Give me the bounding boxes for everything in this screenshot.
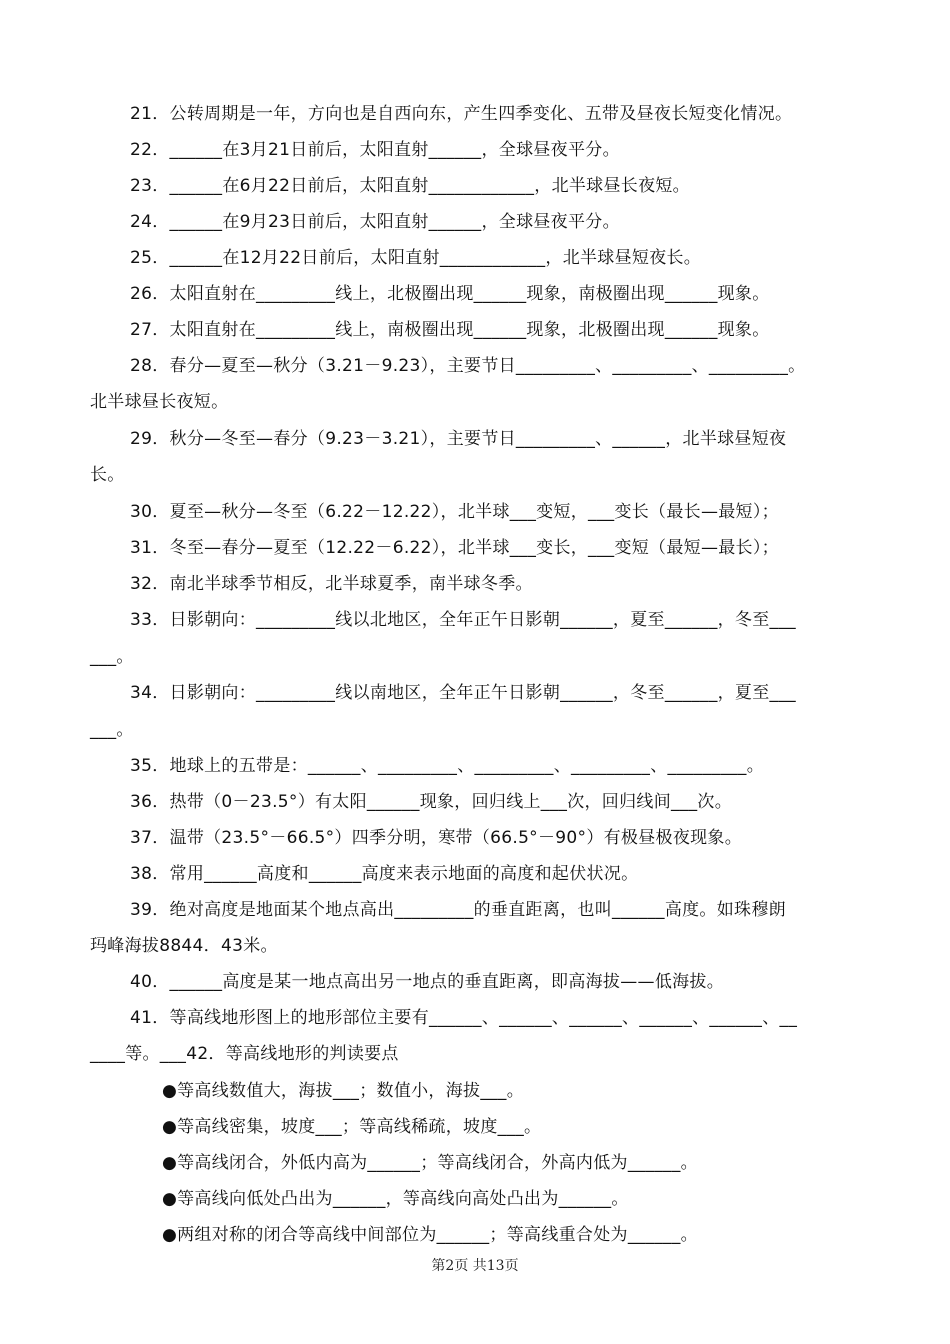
item-38: 38．常用______高度和______高度来表示地面的高度和起伏状况。 <box>130 864 639 884</box>
bullet-altitude: ●等高线数值大，海拔___；数值小，海拔___。 <box>162 1081 525 1101</box>
item-40: 40．______高度是某一地点高出另一地点的垂直距离，即高海拔——低海拔。 <box>130 972 725 992</box>
item-34-continued: ___。 <box>90 720 134 740</box>
bullet-convex-contours: ●等高线向低处凸出为______，等高线向高处凸出为______。 <box>162 1189 629 1209</box>
item-21: 21．公转周期是一年，方向也是自西向东，产生四季变化、五带及昼夜长短变化情况。 <box>130 104 793 124</box>
item-30: 30．夏至—秋分—冬至（6.22－12.22），北半球___变短，___变长（最长—最短）； <box>130 502 779 522</box>
item-41: 41．等高线地形图上的地形部位主要有______、______、______、______、______、__ <box>130 1008 798 1028</box>
item-39-continued: 玛峰海拔8844．43米。 <box>90 936 278 956</box>
item-35: 35．地球上的五带是：______、_________、_________、_________、_________。 <box>130 756 765 776</box>
item-36: 36．热带（0－23.5°）有太阳______现象，回归线上___次，回归线间___次。 <box>130 792 732 812</box>
item-26: 26．太阳直射在_________线上，北极圈出现______现象，南极圈出现______现象。 <box>130 284 770 304</box>
item-32: 32．南北半球季节相反，北半球夏季，南半球冬季。 <box>130 574 533 594</box>
item-29: 29．秋分—冬至—春分（9.23－3.21），主要节日_________、______，北半球昼短夜 <box>130 429 787 449</box>
item-33: 33．日影朝向：_________线以北地区，全年正午日影朝______，夏至______，冬至___ <box>130 610 796 630</box>
item-33-continued: ___。 <box>90 647 134 667</box>
item-41-continued: ____等。___42．等高线地形的判读要点 <box>90 1044 399 1064</box>
item-29-continued: 长。 <box>90 465 125 485</box>
item-23: 23．______在6月22日前后，太阳直射____________，北半球昼长夜短。 <box>130 176 690 196</box>
page-footer: 第2页 共13页 <box>431 1258 519 1274</box>
bullet-closed-contours: ●等高线闭合，外低内高为______；等高线闭合，外高内低为______。 <box>162 1153 698 1173</box>
item-31: 31．冬至—春分—夏至（12.22－6.22），北半球___变长，___变短（最短—最长）； <box>130 538 779 558</box>
item-28: 28．春分—夏至—秋分（3.21－9.23），主要节日_________、_________、_________。 <box>130 356 806 376</box>
item-34: 34．日影朝向：_________线以南地区，全年正午日影朝______，冬至______，夏至___ <box>130 683 796 703</box>
item-28-continued: 北半球昼长夜短。 <box>90 392 229 412</box>
item-39: 39．绝对高度是地面某个地点高出_________的垂直距离，也叫______高度。如珠穆朗 <box>130 900 786 920</box>
item-22: 22．______在3月21日前后，太阳直射______，全球昼夜平分。 <box>130 140 620 160</box>
item-24: 24．______在9月23日前后，太阳直射______，全球昼夜平分。 <box>130 212 620 232</box>
item-25: 25．______在12月22日前后，太阳直射____________，北半球昼短夜长。 <box>130 248 702 268</box>
bullet-slope: ●等高线密集，坡度___；等高线稀疏，坡度___。 <box>162 1117 542 1137</box>
item-37: 37．温带（23.5°－66.5°）四季分明，寒带（66.5°－90°）有极昼极夜现象。 <box>130 828 743 848</box>
item-27: 27．太阳直射在_________线上，南极圈出现______现象，北极圈出现______现象。 <box>130 320 770 340</box>
bullet-saddle-cliff: ●两组对称的闭合等高线中间部位为______；等高线重合处为______。 <box>162 1225 698 1245</box>
